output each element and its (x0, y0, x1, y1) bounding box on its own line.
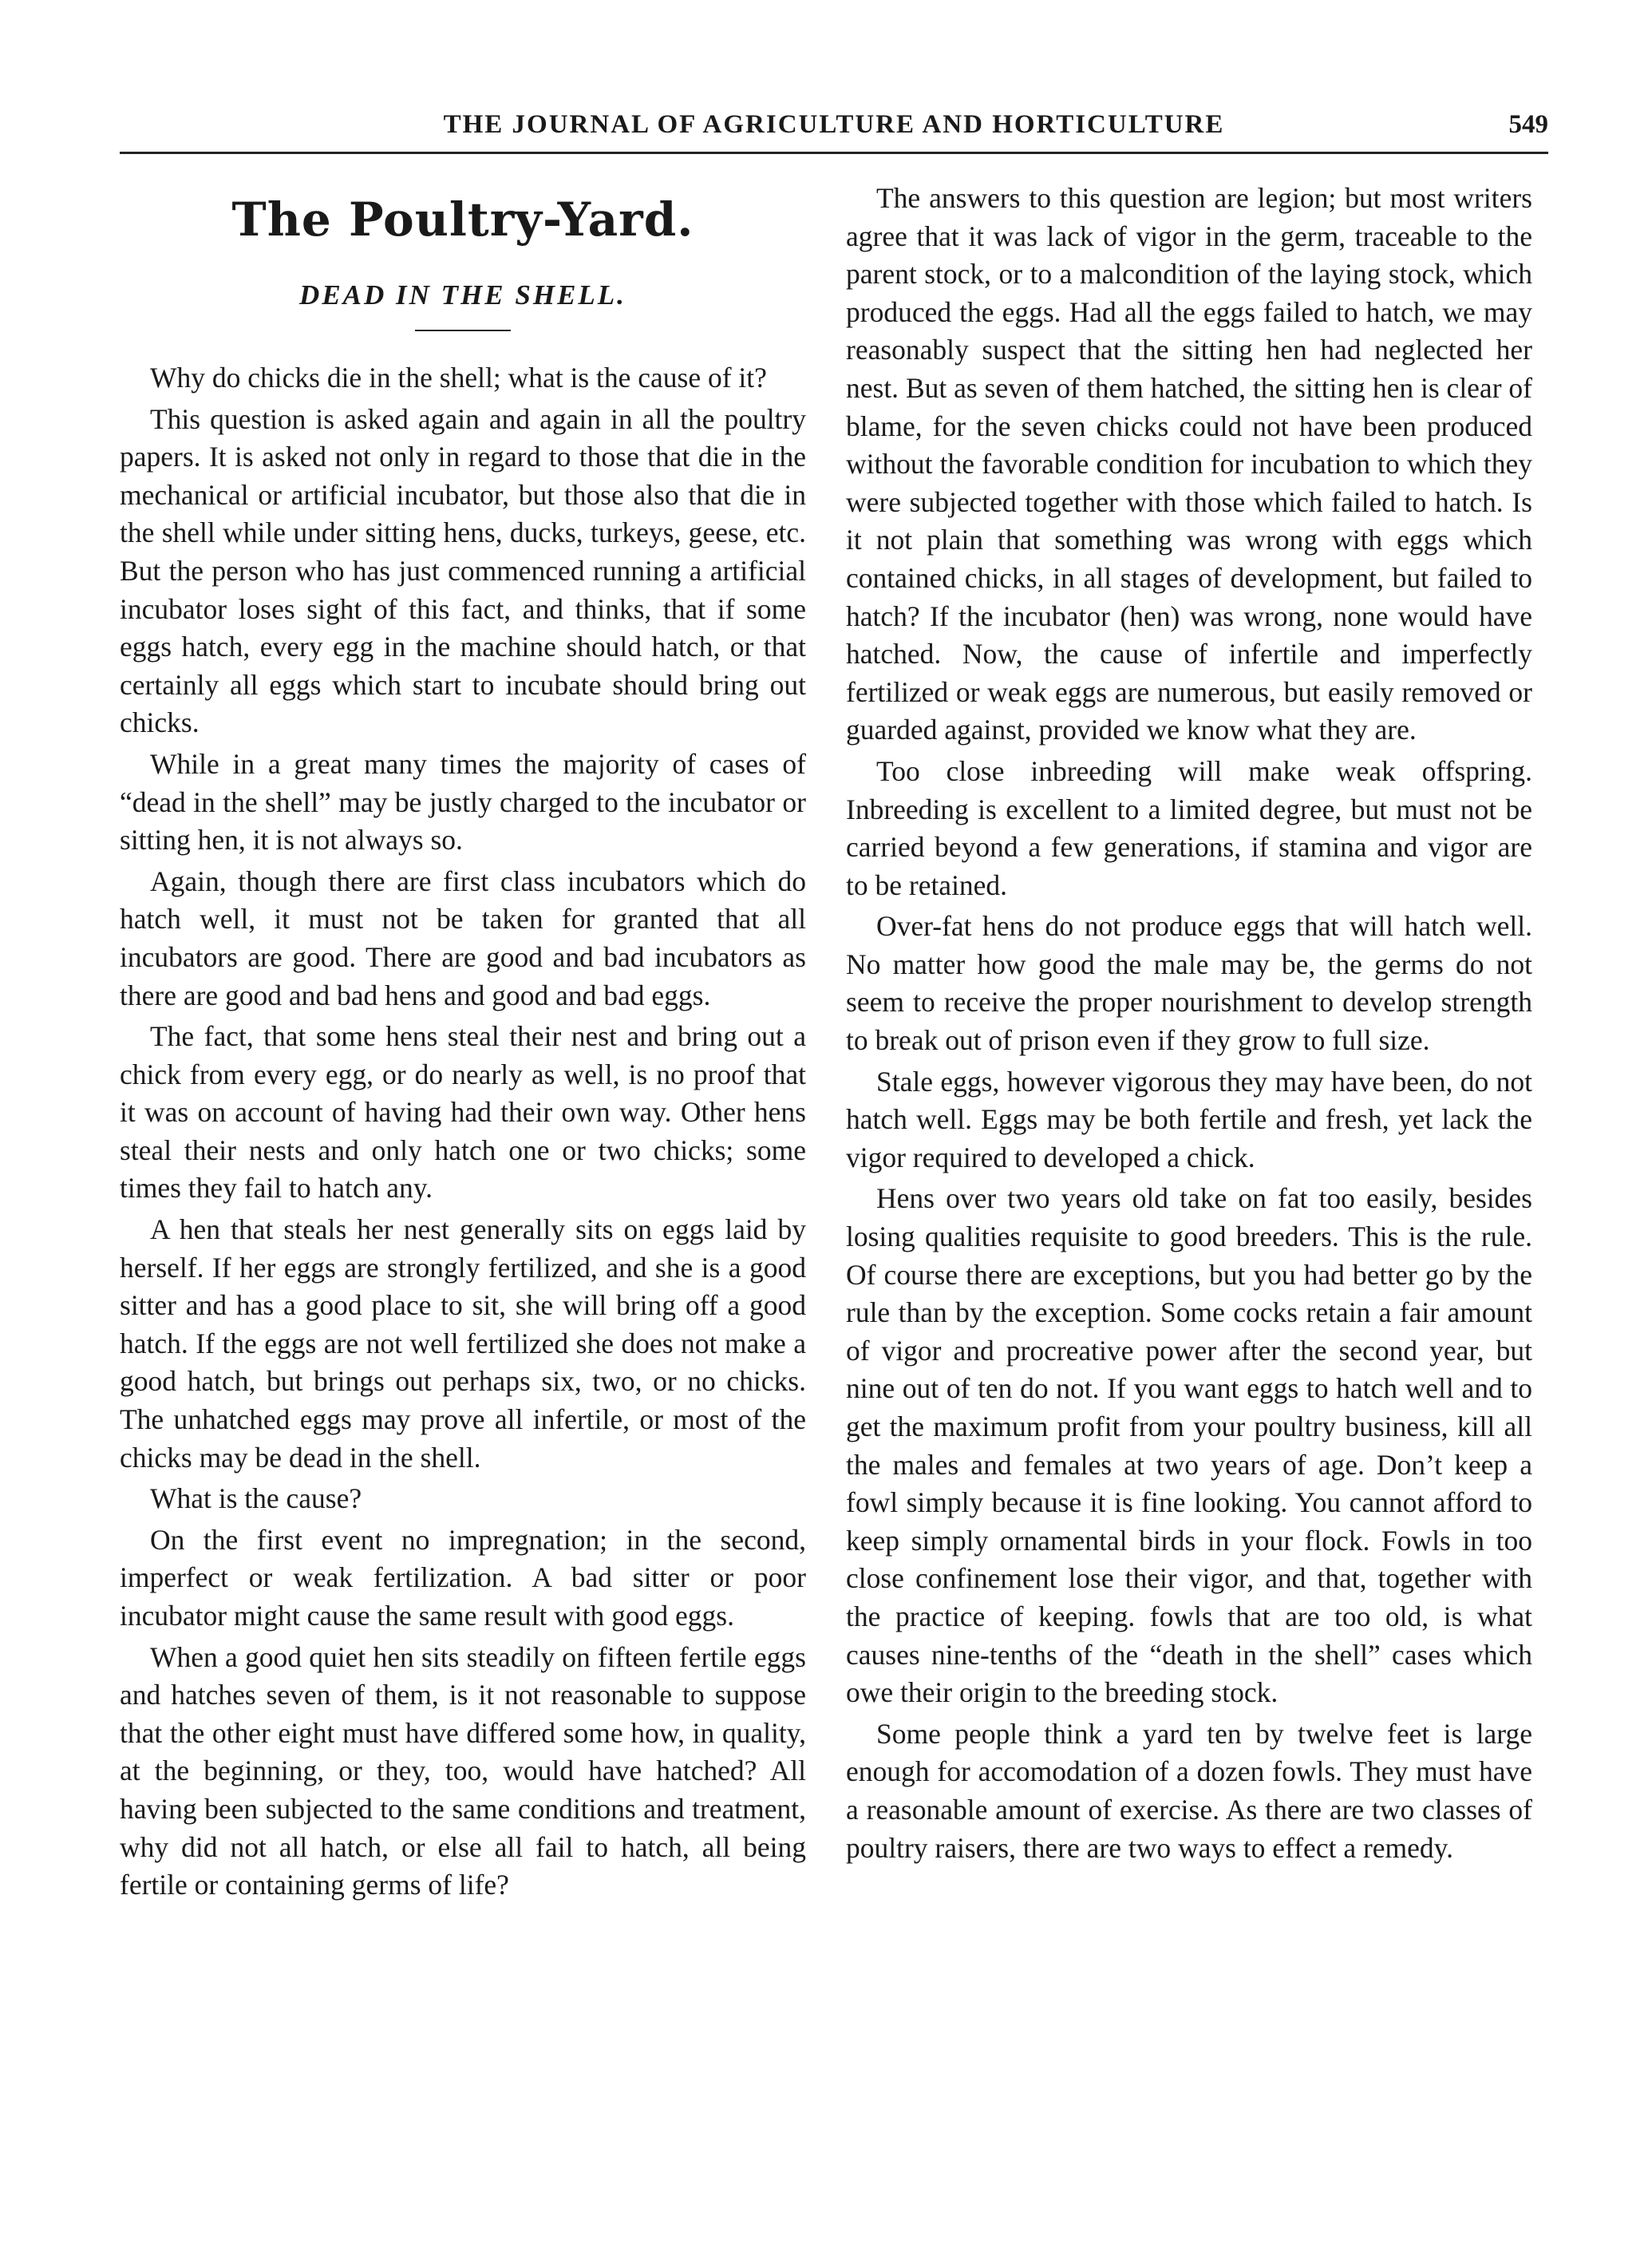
paragraph: Hens over two years old take on fat too easily, besides losing qualities requisite to good breeders. This is the rule. Of course there are exceptions, but you had better go by the rule than by the exception. Some cocks retain a fair amount of vigor and procreative power after the second year, but nine out of ten do not. If you want eggs to hatch well and to get the maximum profit from your poultry business, kill all the males and females at two years of age. Don’t keep a fowl simply because it is fine looking. You cannot afford to keep simply ornamental birds in your flock. Fowls in too close confinement lose their vigor, and that, together with the practice of keeping. fowls that are too old, is what causes nine-tenths of the “death in the shell” cases which owe their origin to the breeding stock. (846, 1182, 1532, 1709)
paragraph: Too close inbreeding will make weak offspring. Inbreeding is excellent to a limited degree, but must not be carried beyond a few generations, if stamina and vigor are to be retained. (846, 754, 1532, 901)
paragraph: A hen that steals her nest generally sits on eggs laid by herself. If her eggs are strongly fertilized, and she is a good sitter and has a good place to sit, she will bring off a good hatch. If the eggs are not well fertilized she does not make a good hatch, but brings out perhaps six, two, or no chicks. The unhatched eggs may prove all infertile, or most of the chicks may be dead in the shell. (120, 1213, 806, 1474)
paragraph: While in a great many times the majority of cases of “dead in the shell” may be justly charged to the incubator or sitting hen, it is not always so. (120, 747, 806, 857)
paragraph: The fact, that some hens steal their nest and bring out a chick from every egg, or do nearly as well, is no proof that it was on account of having had their own way. Other hens steal their nests and only hatch one or two chicks; some times they fail to hatch any. (120, 1020, 806, 1205)
paragraph: Why do chicks die in the shell; what is the cause of it? (150, 362, 767, 394)
title-rule (415, 330, 511, 331)
paragraph: Some people think a yard ten by twelve feet is large enough for accomodation of a dozen fowls. They must have a reasonable amount of exercise. As there are two classes of poultry raisers, there are two ways to effect a remedy. (846, 1717, 1532, 1864)
left-column (120, 180, 806, 1908)
paragraph: This question is asked again and again in all the poultry papers. It is asked not only in regard to those that die in the mechanical or artificial incubator, but those also that die in the shell while under sitting hens, ducks, turkeys, geese, etc. But the person who has just commenced running a artificial incubator loses sight of this fact, and thinks, that if some eggs hatch, every egg in the machine should hatch, or that certainly all eggs which start to incubate should bring out chicks. (120, 402, 806, 739)
paragraph: When a good quiet hen sits steadily on fifteen fertile eggs and hatches seven of them, is it not reasonable to suppose that the other eight must have differed some how, in quality, at the beginning, or they, too, would have hatched? All having been subjected to the same conditions and treatment, why did not all hatch, or else all fail to hatch, all being fertile or containing germs of life? (120, 1640, 806, 1901)
paragraph: What is the cause? (150, 1482, 362, 1515)
header-rule (120, 152, 1548, 154)
right-column (846, 180, 1532, 1870)
paragraph: Again, though there are first class incubators which do hatch well, it must not be taken for granted that all incubators are good. There are good and bad incubators as there are good and bad hens and good and bad eggs. (120, 864, 806, 1011)
paragraph: Stale eggs, however vigorous they may have been, do not hatch well. Eggs may be both fertile and fresh, yet lack the vigor required to developed a chick. (846, 1065, 1532, 1173)
running-head (120, 102, 1548, 150)
paragraph: Over-fat hens do not produce eggs that will hatch well. No matter how good the male may be, the germs do not seem to receive the proper nourishment to develop strength to break out of prison even if they grow to full size. (846, 910, 1532, 1057)
section-title: The Poultry-Yard. (231, 192, 694, 247)
page-number: 549 (1508, 110, 1548, 139)
journal-title: THE JOURNAL OF AGRICULTURE AND HORTICULTURE (443, 110, 1225, 139)
paragraph: On the first event no impregnation; in the second, imperfect or weak fertilization. A bad sitter or poor incubator might cause the same result with good eggs. (120, 1523, 806, 1632)
article-title: DEAD IN THE SHELL. (299, 279, 626, 311)
paragraph: The answers to this question are legion; but most writers agree that it was lack of vigor in the germ, traceable to the parent stock, or to a malcondition of the laying stock, which produced the eggs. Had all the eggs failed to hatch, we may reasonably suspect that the sitting hen had neglected her nest. But as seven of them hatched, the sitting hen is clear of blame, for the seven chicks could not have been produced without the favorable condition for incubation to which they were subjected together with those which failed to hatch. Is it not plain that something was wrong with eggs which contained chicks, in all stages of development, but failed to hatch? If the incubator (hen) was wrong, none would have hatched. Now, the cause of infertile and imperfectly fertilized or weak eggs are numerous, but easily removed or guarded against, provided we know what they are. (846, 182, 1532, 746)
